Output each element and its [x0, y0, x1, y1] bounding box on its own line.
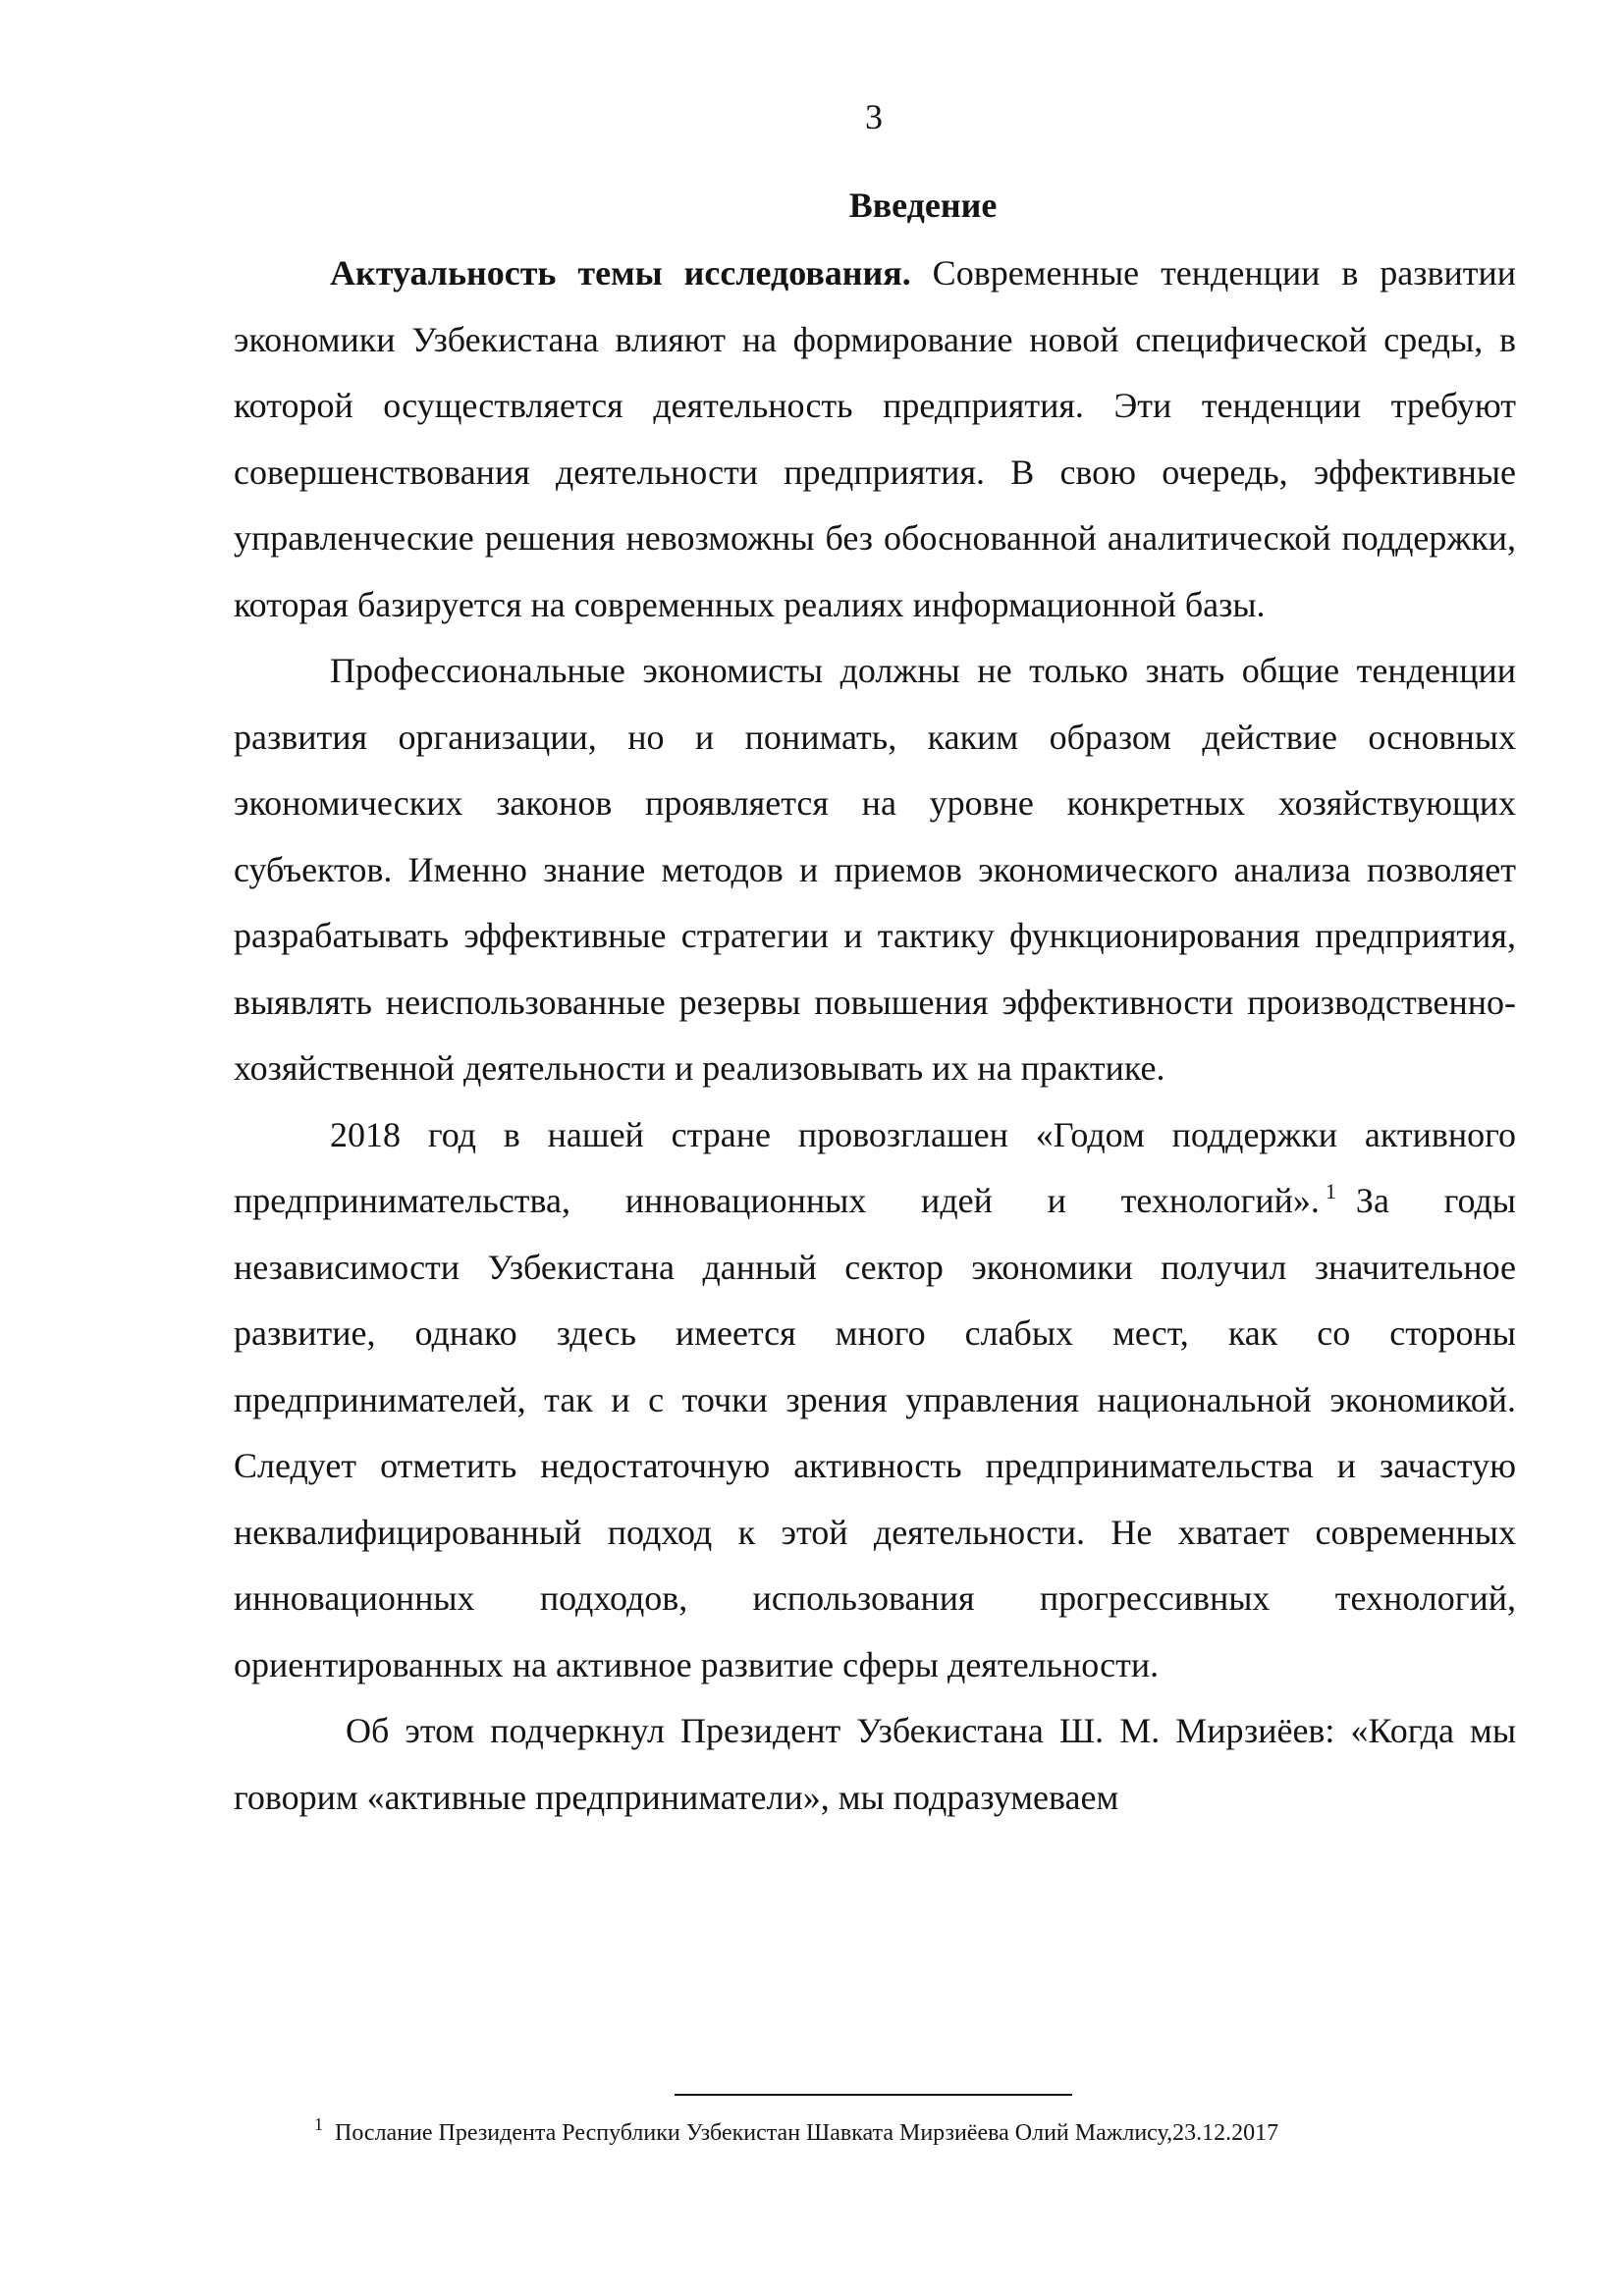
- footnote-marker: 1: [314, 2114, 323, 2134]
- paragraph-text: Профессиональные экономисты должны не только знать общие тенденции развития организации, но и понимать, каким образом действие основных экономических законов проявляется на уровне конкретных хозяйствующих субъектов. Именно знание методов и приемов экономического анализа позволяет разрабатывать эффективные стратегии и тактику функционирования предприятия, выявлять неиспользованные резервы повышения эффективности производственно-хозяйственной деятельности и реализовывать их на практике.: [234, 651, 1516, 1088]
- paragraph-lead: Актуальность темы исследования.: [330, 253, 911, 293]
- page-title: Введение: [848, 186, 998, 225]
- paragraph-text: 2018 год в нашей стране провозглашен «Годом поддержки активного предпринимательства, инновационных идей и технологий».: [234, 1114, 1516, 1220]
- page-number: 3: [865, 97, 883, 136]
- paragraph-economists: [234, 638, 1516, 1102]
- paragraph-president: [234, 1698, 1516, 1831]
- footnote-separator: [675, 2094, 1072, 2096]
- footnote-text: Послание Президента Республики Узбекистан Шавката Мирзиёева Олий Мажлису,23.12.2017: [329, 2120, 1279, 2146]
- paragraph-2018: [234, 1102, 1516, 1699]
- footnote-reference[interactable]: 1: [1325, 1179, 1336, 1203]
- paragraph-text: За годы независимости Узбекистана данный сектор экономики получил значительное развитие, однако здесь имеется много слабых мест, как со стороны предпринимателей, так и с точки зрения управления национальной экономикой. Следует отметить недостаточную активность предпринимательства и зачастую неквалифицированный подход к этой деятельности. Не хватает современных инновационных подходов, использования прогрессивных технологий, ориентированных на активное развитие сферы деятельности.: [234, 1181, 1516, 1684]
- footnote: [314, 2114, 1473, 2148]
- paragraph-text: Современные тенденции в развитии экономики Узбекистана влияют на формирование новой специфической среды, в которой осуществляется деятельность предприятия. Эти тенденции требуют совершенствования деятельности предприятия. В свою очередь, эффективные управленческие решения невозможны без обоснованной аналитической поддержки, которая базируется на современных реалиях информационной базы.: [234, 253, 1516, 624]
- paragraph-relevance: [234, 240, 1516, 638]
- paragraph-text: Об этом подчеркнул Президент Узбекистана Ш. М. Мирзиёев: «Когда мы говорим «активные предприниматели», мы подразумеваем: [234, 1711, 1516, 1817]
- main-text: [234, 240, 1516, 1831]
